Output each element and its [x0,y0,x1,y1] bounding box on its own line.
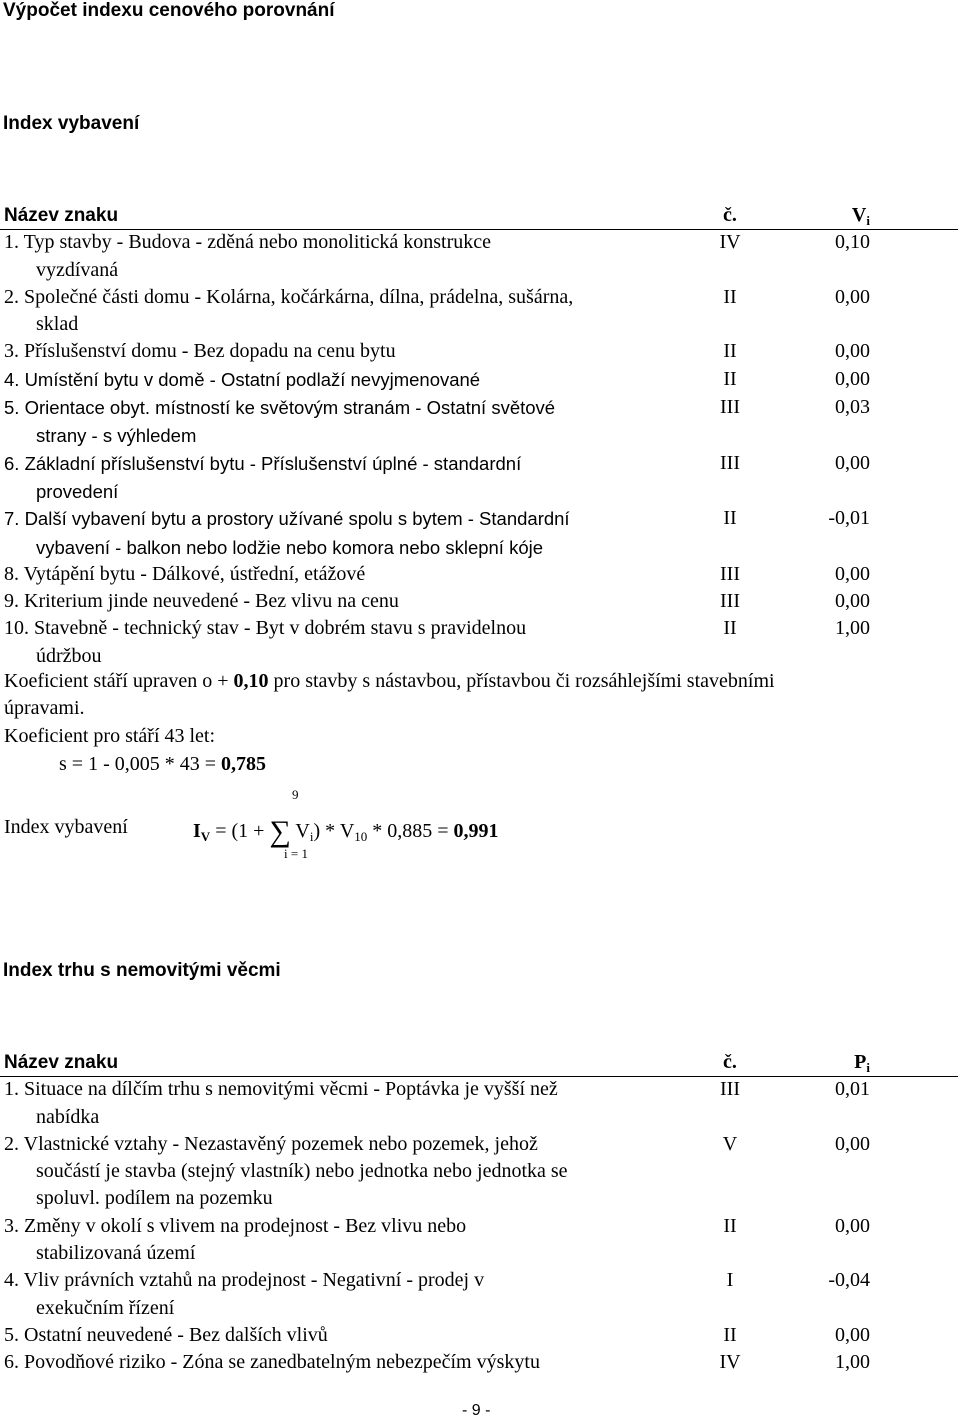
row-class: I [726,1269,734,1292]
row-label-continuation: sklad [36,313,79,336]
age-formula: s = 1 - 0,005 * 43 = 0,785 [59,753,267,775]
row-label: 6. Povodňové riziko - Zóna se zanedbatelným nebezpečím výskytu [4,1351,540,1374]
coef-note: Koeficient stáří upraven o + 0,10 pro stavby s nástavbou, přístavbou či rozsáhlejšími stavebními úpravami. [4,670,775,720]
section-heading-vybaveni: Index vybavení [3,113,140,134]
header-rule-1 [0,229,958,230]
col-v-header: $V_i$ [851,204,870,228]
row-class: III [720,562,740,585]
row-label: 9. Kriterium jinde neuvedené - Bez vlivu na cenu [4,590,399,613]
row-label: 3. Příslušenství domu - Bez dopadu na cenu bytu [4,340,396,363]
row-label: 10. Stavebně - technický stav - Byt v dobrém stavu s pravidelnou [4,617,527,640]
row-value: 0,00 [835,562,870,585]
sigma-symbol: ∑ [269,815,291,848]
table-row [4,561,870,588]
row-label-continuation: spoluvl. podílem na pozemku [36,1187,273,1210]
table-header [4,202,870,229]
index-formula: $I_V = (1$ + ∑ $V_i) * V_{10} * 0,885 = 0,991$ [193,815,499,848]
row-value: 0,00 [835,367,870,390]
row-class: III [720,396,740,419]
row-label: 4. Vliv právních vztahů na prodejnost - Negativní - prodej v [4,1269,485,1292]
row-label: 5. Ostatní neuvedené - Bez dalších vlivů [4,1323,328,1346]
row-class: II [723,340,737,363]
col-c-header: č. [723,204,737,226]
row-value: 0,00 [835,451,870,474]
table-row [4,588,870,615]
table-row [4,284,870,339]
page-title: Výpočet indexu cenového porovnání [3,0,335,21]
row-class: III [720,1078,740,1101]
trh-table [4,1049,870,1377]
row-label: 1. Typ stavby - Budova - zděná nebo monolitická konstrukce [4,231,492,254]
sum-lower-limit: i = 1 [284,846,308,861]
col-p-header: $P_i$ [854,1051,870,1075]
age-label: Koeficient pro stáří 43 let: [4,725,216,747]
table-row [4,394,870,450]
row-value: 1,00 [835,1351,870,1374]
row-value: 0,00 [835,340,870,363]
row-label-continuation: nabídka [36,1105,100,1128]
row-value: -0,01 [828,507,870,530]
row-value: 0,00 [835,590,870,613]
row-class: II [723,1323,737,1346]
row-label: 6. Základní příslušenství bytu - Příslušenství úplné - standardní [4,452,522,474]
vybaveni-table [4,202,870,670]
row-class: IV [719,231,741,254]
row-label-continuation: provedení [36,480,119,502]
row-class: II [723,367,737,390]
page-number: - 9 - [462,1402,491,1419]
section-heading-trh: Index trhu s nemovitými věcmi [3,960,281,981]
sum-upper-limit: 9 [292,787,299,802]
row-label: 4. Umístění bytu v domě - Ostatní podlaží nevyjmenované [4,368,481,390]
row-class: V [722,1132,738,1155]
row-label: 7. Další vybavení bytu a prostory užívané spolu s bytem - Standardní [4,508,570,530]
row-class: II [723,507,737,530]
table-row [4,1349,870,1376]
table-row [4,1131,870,1213]
col-c-header: č. [723,1051,737,1073]
row-label-continuation: součástí je stavba (stejný vlastník) nebo jednotka nebo jednotka se [36,1160,568,1183]
row-label-continuation: exekučním řízení [36,1296,175,1319]
row-class: II [723,617,737,640]
row-value: -0,04 [828,1269,870,1292]
table-row [4,505,870,561]
row-value: 1,00 [835,617,870,640]
row-value: 0,00 [835,1323,870,1346]
row-label-continuation: vyzdívaná [36,258,119,281]
row-class: III [720,590,740,613]
row-label: 8. Vytápění bytu - Dálkové, ústřední, etážové [4,562,366,585]
row-label: 1. Situace na dílčím trhu s nemovitými věcmi - Poptávka je vyšší než [4,1078,558,1101]
row-value: 0,00 [835,1214,870,1237]
row-class: IV [719,1351,741,1374]
table-row [4,615,870,670]
row-label: 2. Vlastnické vztahy - Nezastavěný pozemek nebo pozemek, jehož [4,1132,538,1155]
row-class: II [723,1214,737,1237]
col-name-header: Název znaku [4,205,119,226]
row-label: 2. Společné části domu - Kolárna, kočárkárna, dílna, prádelna, sušárna, [4,285,574,308]
col-name-header: Název znaku [4,1052,119,1073]
row-class: III [720,451,740,474]
row-label: 3. Změny v okolí s vlivem na prodejnost - Bez vlivu nebo [4,1214,467,1237]
row-label: 5. Orientace obyt. místností ke světovým stranám - Ostatní světové [4,397,556,419]
table-row [4,1267,870,1322]
row-class: II [723,285,737,308]
header-rule-2 [0,1076,958,1077]
row-label-continuation: údržbou [36,644,102,667]
table-row [4,450,870,506]
row-value: 0,00 [835,1132,870,1155]
row-value: 0,10 [835,231,870,254]
index-label: Index vybavení [4,816,128,838]
row-label-continuation: strany - s výhledem [36,425,197,447]
table-row [4,1076,870,1131]
row-value: 0,01 [835,1078,870,1101]
table-row [4,1213,870,1268]
row-value: 0,00 [835,285,870,308]
row-value: 0,03 [835,396,870,419]
table-row [4,1322,870,1349]
row-label-continuation: stabilizovaná území [36,1242,196,1265]
table-row [4,229,870,284]
table-row [4,338,870,365]
table-row [4,366,870,394]
row-label-continuation: vybavení - balkon nebo lodžie nebo komora nebo sklepní kóje [36,536,544,558]
table-header [4,1049,870,1076]
